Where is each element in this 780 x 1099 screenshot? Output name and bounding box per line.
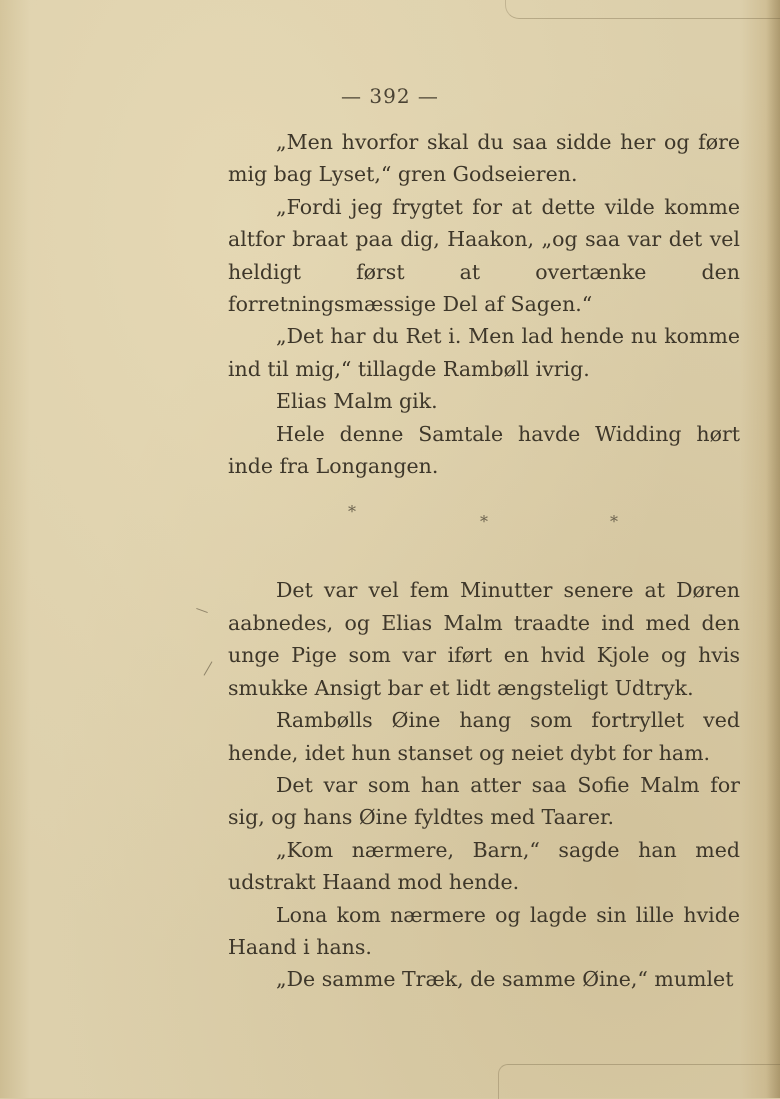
page-edge-shadow (766, 0, 780, 1098)
paragraph: Elias Malm gik. (276, 389, 438, 414)
divider-asterisk: * (610, 512, 618, 532)
paragraph: Lona kom nærmere og lagde sin lille hvide Haand i hans. (228, 902, 740, 959)
paragraph: Hele denne Samtale havde Widding hørt inde fra Longangen. (228, 421, 740, 479)
body-text (228, 126, 740, 996)
top-paper-fold (505, 0, 780, 19)
paragraph: Det var som han atter saa Sofie Malm for sig, og hans Øine fyldtes med Taarer. (228, 772, 740, 830)
paragraph: „Kom nærmere, Barn,“ sagde han med udstrakt Haand mod hende. (228, 837, 740, 895)
paragraph: Det var vel fem Minutter senere at Døren aabnedes, og Elias Malm traadte ind med den unge Pige som var iført en hvid Kjole og hvis smukke Ansigt bar et lidt ængsteligt Udtryk. (228, 578, 740, 700)
paragraph: „Fordi jeg frygtet for at dette vilde komme altfor braat paa dig, Haakon, „og saa var det vel heldigt først at overtænke den forretningsmæssige Del af Sagen.“ (228, 194, 740, 317)
paragraph: „Men hvorfor skal du saa sidde her og føre mig bag Lyset,“ gren Godseieren. (228, 130, 740, 187)
page-number: — 392 — (341, 84, 439, 108)
margin-mark (204, 661, 213, 675)
margin-mark (196, 608, 208, 613)
section-divider (228, 482, 740, 574)
divider-asterisk: * (348, 502, 356, 522)
paragraph: „Det har du Ret i. Men lad hende nu komme ind til mig,“ tillagde Rambøll ivrig. (228, 324, 740, 381)
bottom-paper-fold (498, 1064, 780, 1099)
paragraph: „De samme Træk, de samme Øine,“ mumlet (276, 967, 734, 992)
divider-asterisk: * (480, 512, 488, 532)
paragraph: Rambølls Øine hang som fortryllet ved hende, idet hun stanset og neiet dybt for ham. (228, 708, 740, 765)
